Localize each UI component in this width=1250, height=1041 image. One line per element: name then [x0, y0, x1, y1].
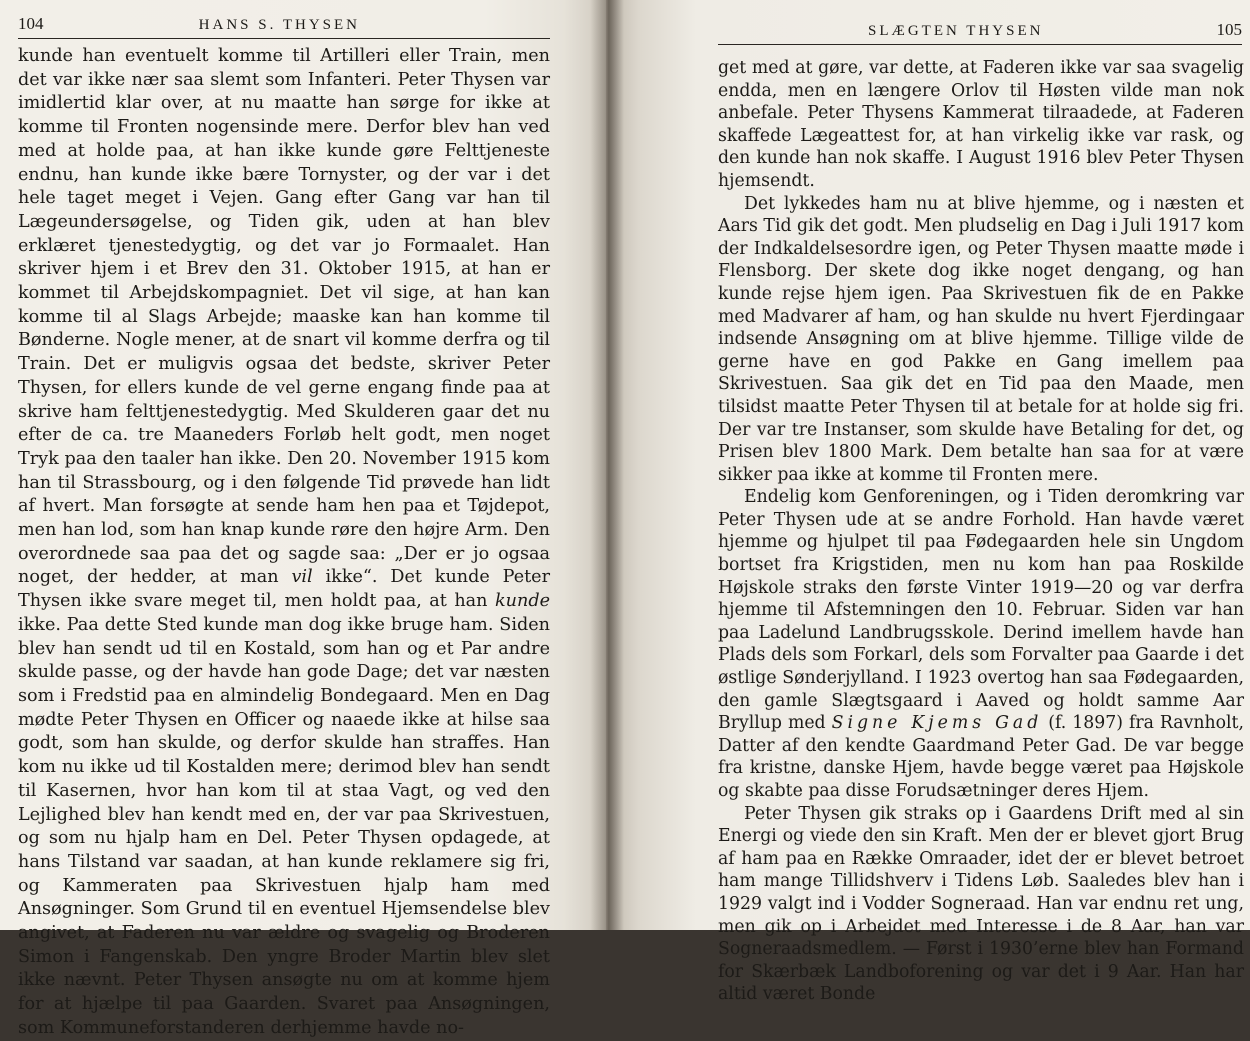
- running-head-right: SLÆGTEN THYSEN: [868, 23, 1044, 39]
- left-page-body: [18, 45, 550, 1041]
- text-segment: Endelig kom Genforeningen, og i Tiden deromkring var Peter Thysen ude at se andre Forhold. Han havde været hjemme og hjulpet til paa Fødegaarden hele sin Ungdom bortset fra Krigstiden, men nu kom han paa Roskilde Højskole straks den første Vinter 1919—20 og var derfra hjemme til Afstemningen den 10. Februar. Siden var han paa Ladelund Landbrugsskole. Derind imellem havde han Plads dels som Forkarl, dels som Forvalter paa Gaarde i det østlige Sønderjylland. I 1923 overtog han saa Fødegaarden, den gamle Slægtsgaard i Aaved og holdt samme Aar Bryllup med: [718, 487, 1244, 734]
- text-segment: kunde han eventuelt komme til Artilleri eller Train, men det var ikke nær saa slemt som Infanteri. Peter Thysen var imidlertid klar over, at nu maatte han sørge for ikke at komme til Fronten nogensinde mere. Derfor blev han ved med at holde paa, at han ikke kunde gøre Felttjeneste endnu, han kunde ikke bære Tornyster, og der var i det hele taget meget i Vejen. Gang efter Gang var han til Lægeundersøgelse, og Tiden gik, uden at han blev erklæret tjenestedygtig, og det var jo Formaalet. Han skriver hjem i et Brev den 31. Oktober 1915, at han er kommet til Arbejdskompagniet. Det vil sige, at han kan komme til al Slags Arbejde; maaske kan han komme til Bønderne. Nogle mener, at de snart vil komme derfra og til Train. Det er muligvis ogsaa det bedste, skriver Peter Thysen, for ellers kunde de vel gerne engang finde paa at skrive ham felttjenestedygtig. Med Skulderen gaar det nu efter de ca. tre Maaneders Forløb helt godt, men noget Tryk paa den taaler han ikke. Den 20. November 1915 kom han til Strassbourg, og i den følgende Tid prøvede han lidt af hvert. Man forsøgte at sende ham hen paa et Tøjdepot, men han lod, som han knap kunde røre den højre Arm. Den overordnede saa paa det og sagde saa: „Der er jo ogsaa noget, der hedder, at man: [18, 46, 550, 588]
- left-paragraph-1: [18, 45, 550, 1041]
- page-number-right: 105: [1216, 20, 1242, 39]
- left-page: [0, 0, 606, 1038]
- right-paragraph-1: get med at gøre, var dette, at Faderen ikke var saa svagelig endda, men en længere Orlov til Høsten vilde man nok anbefale. Peter Thysens Kammerat tilraadede, at Faderen skaffede Lægeattest for, at han virkelig ikke var rask, og den kunde han nok skaffe. I August 1916 blev Peter Thysen hjemsendt.: [718, 58, 1244, 191]
- right-paragraph-2: Det lykkedes ham nu at blive hjemme, og i næsten et Aars Tid gik det godt. Men pludselig en Dag i Juli 1917 kom der Indkaldelsesordre igen, og Peter Thysen maatte møde i Flensborg. Der skete dog ikke noget dengang, og han kunde rejse hjem igen. Paa Skrivestuen fik de en Pakke med Madvarer af ham, og han skulde nu hvert Fjerdingaar indsende Ansøgning om at blive hjemme. Tillige vilde de gerne have en god Pakke en Gang imellem paa Skrivestuen. Saa gik det en Tid paa den Maade, men tilsidst maatte Peter Thysen til at betale for at holde sig fri. Der var tre Instanser, som skulde have Betaling for det, og Prisen blev 1800 Mark. Dem betalte han saa for at være sikker paa ikke at komme til Fronten mere.: [718, 193, 1244, 485]
- right-page: [606, 0, 1250, 1005]
- running-head-left: HANS S. THYSEN: [198, 17, 360, 33]
- emphasis-kunde: kunde: [495, 591, 550, 612]
- left-page-header: [18, 14, 550, 39]
- text-segment: ikke. Paa dette Sted kunde man dog ikke bruge ham. Siden blev han sendt ud til en Kostald, som han og et Par andre skulde passe, og der havde han gode Dage; det var næsten som i Fredstid paa en almindelig Bondegaard. Men en Dag mødte Peter Thysen en Officer og naaede ikke at hilse saa godt, som han skulde, og derfor skulde han straffes. Han kom nu ikke ud til Kostalden mere; derimod blev han sendt til Kasernen, hvor han kom til at staa Vagt, og ved den Lejlighed blev han kendt med en, der var paa Skrivestuen, og som nu hjalp ham en Del. Peter Thysen opdagede, at hans Tilstand var saadan, at han kunde reklamere sig fri, og Kammeraten paa Skrivestuen hjalp ham med Ansøgninger. Som Grund til en eventuel Hjemsendelse blev angivet, at Faderen nu var ældre og svagelig og Broderen Simon i Fangenskab. Den yngre Broder Martin blev slet ikke nævnt. Peter Thysen ansøgte nu om at komme hjem for at hjælpe til paa Gaarden. Svaret paa Ansøgningen, som Kommuneforstanderen derhjemme havde no-: [18, 614, 550, 1038]
- text-segment: ikke“. Det kunde Peter Thysen ikke svare meget til, men holdt paa, at han: [18, 567, 550, 612]
- page-number-left: 104: [18, 14, 44, 33]
- emphasis-vil: vil: [291, 567, 313, 588]
- right-page-body: [718, 57, 1244, 1006]
- text-segment: (f. 1897) fra Ravnholt, Datter af den kendte Gaardmand Peter Gad. De var begge fra kristne, danske Hjem, havde begge været paa Højskole og skabte paa disse Forudsætninger deres Hjem.: [718, 713, 1244, 801]
- right-paragraph-4: Peter Thysen gik straks op i Gaardens Drift med al sin Energi og viede den sin Kraft. Men der er blevet gjort Brug af ham paa en Række Omraader, idet der er blevet betroet ham mange Tillidshverv i Tidens Løb. Saaledes blev han i 1929 valgt ind i Vodder Sogneraad. Han var endnu ret ung, men gik op i Arbejdet med Interesse i de 8 Aar, han var Sogneraadsmedlem. — Først i 1930’erne blev han Formand for Skærbæk Landboforening og var det i 9 Aar. Han har altid været Bonde: [718, 803, 1244, 1005]
- right-paragraph-3: [718, 486, 1244, 802]
- right-page-header: [718, 20, 1242, 45]
- spouse-name: Signe Kjems Gad: [831, 713, 1043, 734]
